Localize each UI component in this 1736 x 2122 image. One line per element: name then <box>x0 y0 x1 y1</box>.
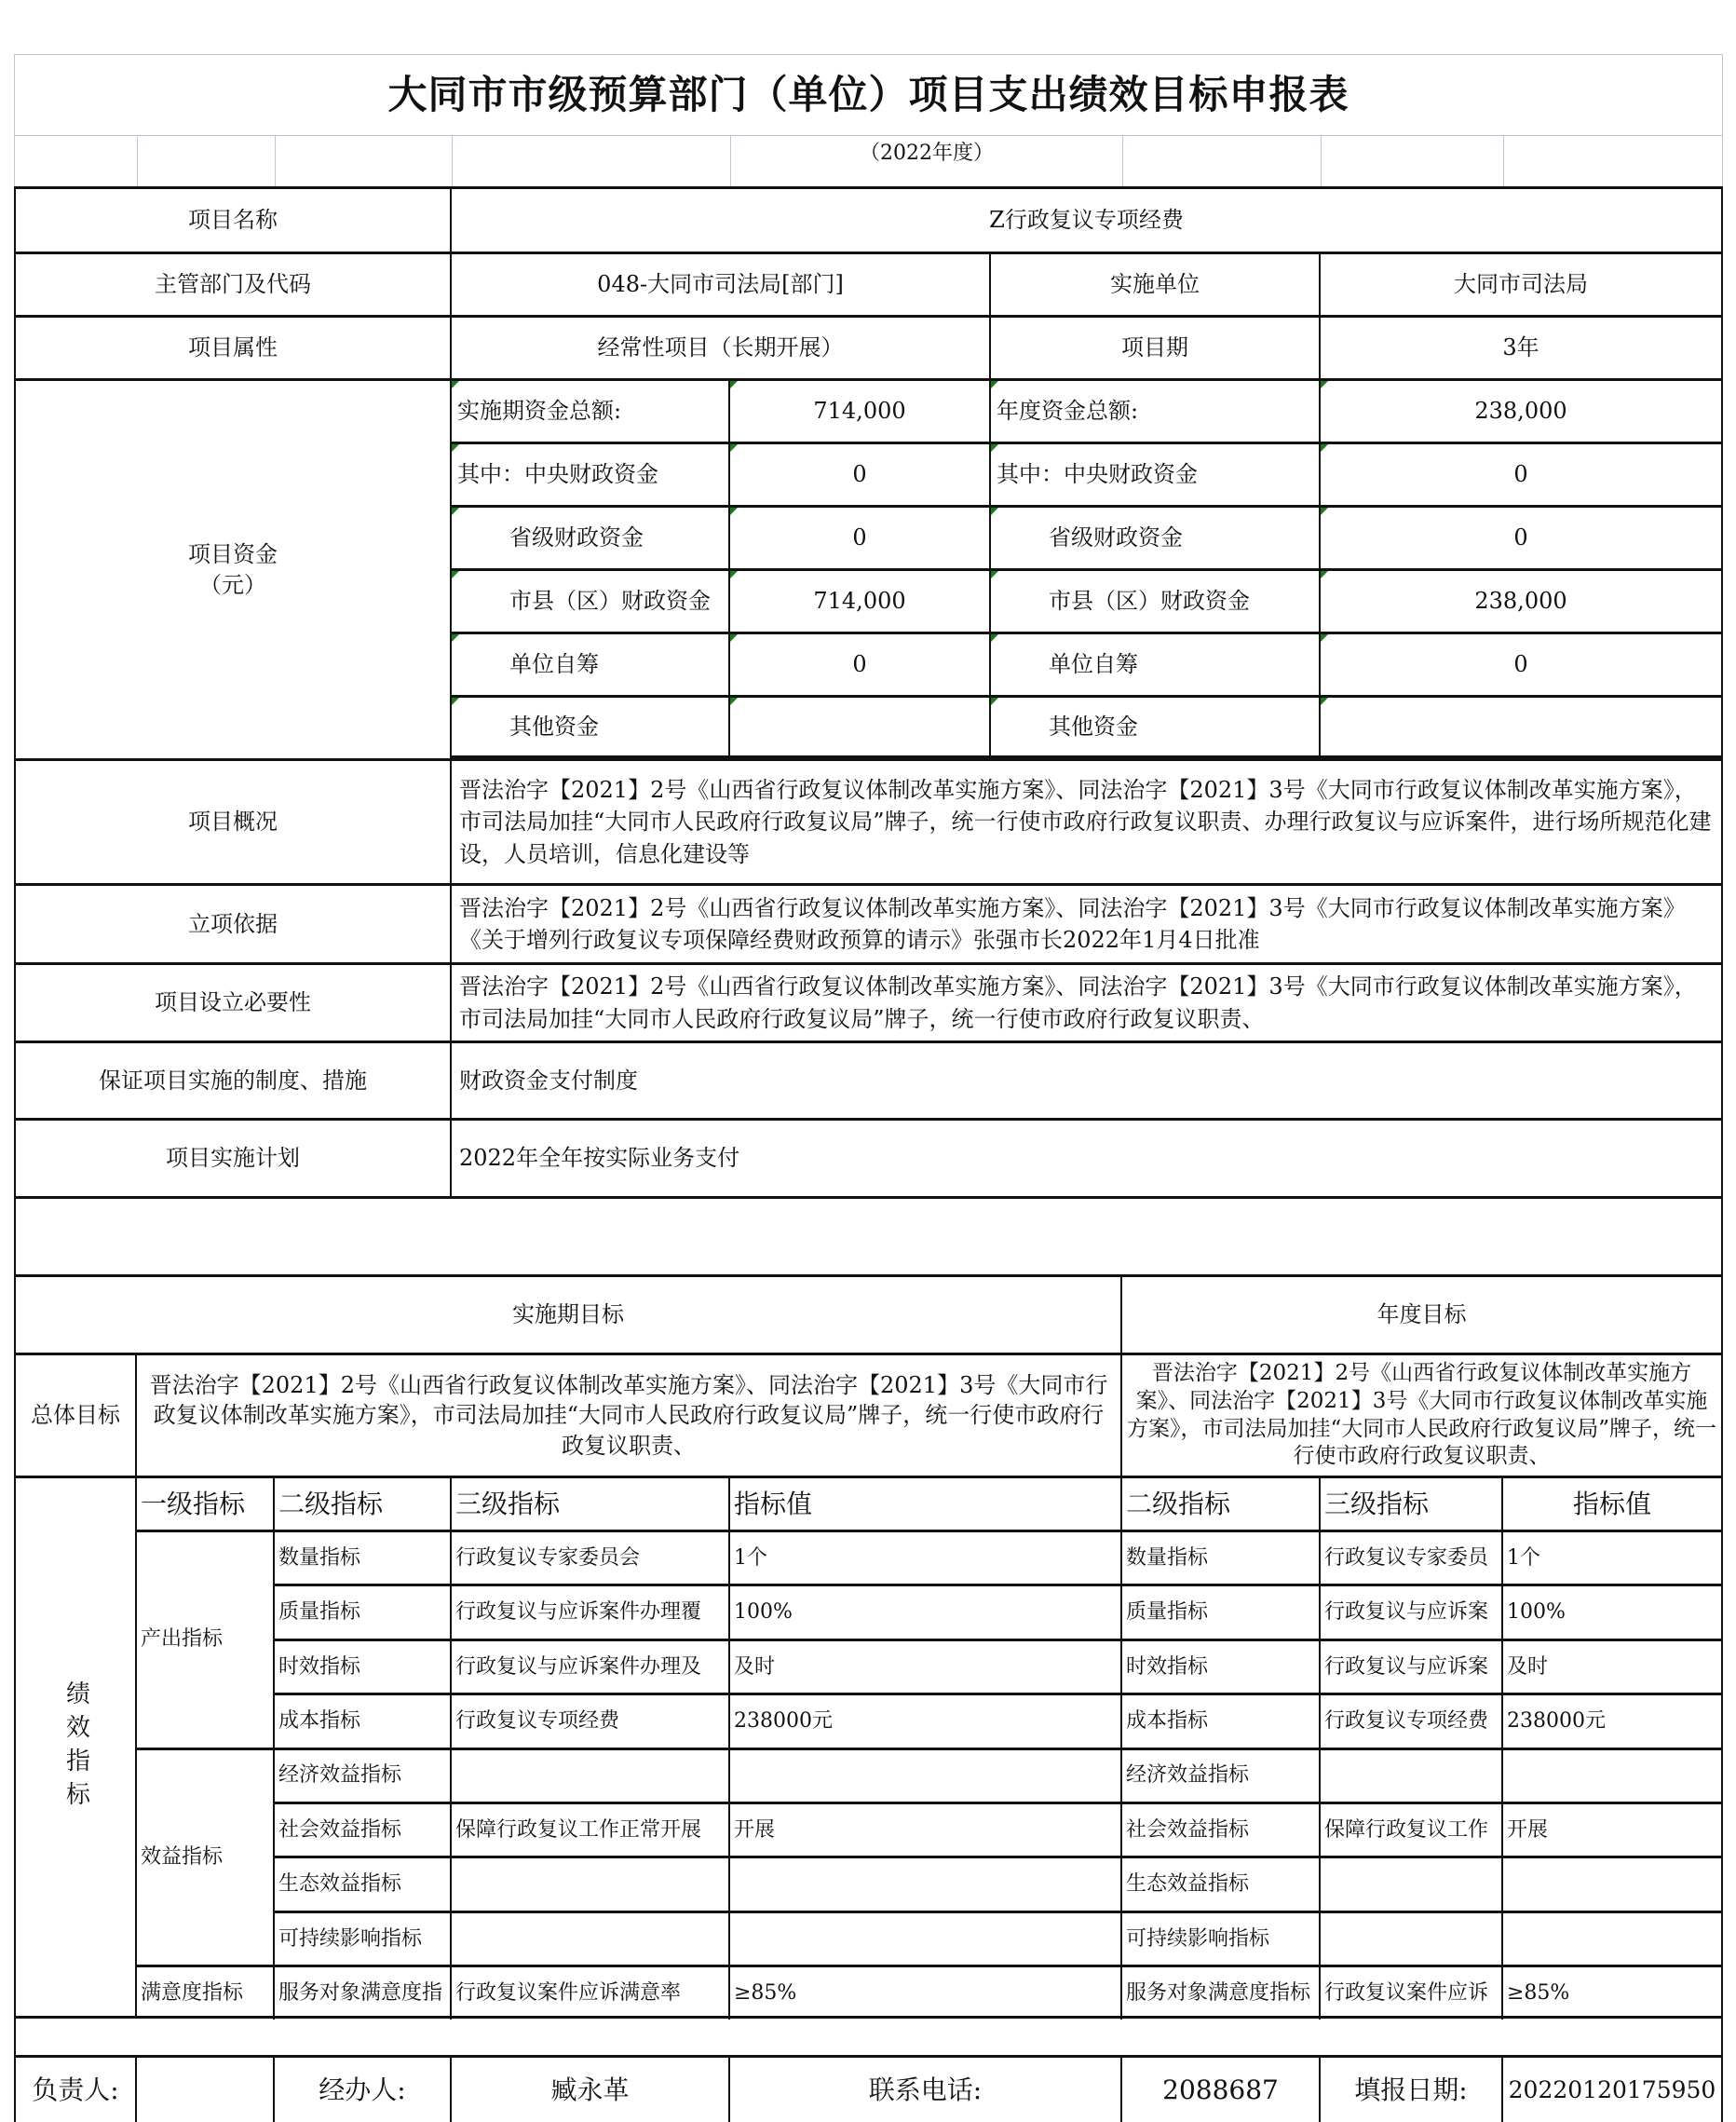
necessity-value: 晋法治字【2021】2号《山西省行政复议体制改革实施方案》、同法治字【2021】3号《大同市行政复议体制改革实施方案》，市司法局加挂“大同市人民政府行政复议局”牌子，统一行使市政府行政复议职责、 <box>452 962 1723 1041</box>
overall-goal-annual-text: 晋法治字【2021】2号《山西省行政复议体制改革实施方案》、同法治字【2021】3号《大同市行政复议体制改革实施方案》，市司法局加挂“大同市人民政府行政复议局”牌子，统一行使市政府行政复议职责、 <box>1122 1353 1723 1476</box>
indicators-section-text: 绩效指标 <box>61 1680 90 1815</box>
grid-cell <box>275 135 452 186</box>
indicator-cell-v <box>730 1748 1122 1802</box>
date-label: 填报日期: <box>1321 2055 1503 2122</box>
unit-label: 实施单位 <box>991 252 1321 315</box>
indicator-cell-v: ≥85% <box>730 1965 1122 2019</box>
indicator-cell-a2: 成本指标 <box>1122 1693 1321 1747</box>
leader-label: 负责人: <box>14 2055 137 2122</box>
fund-right-label: 其中：中央财政资金 <box>991 442 1321 505</box>
indicator-cell-v <box>730 1856 1122 1910</box>
indicator-cell-l3 <box>452 1748 730 1802</box>
grid-cell <box>14 135 137 186</box>
funds-label <box>14 378 452 758</box>
indicator-cell-l3: 保障行政复议工作正常开展 <box>452 1802 730 1856</box>
indicator-cell-a3 <box>1321 1911 1503 1965</box>
fund-right-value: 238,000 <box>1321 568 1723 632</box>
fund-right-value <box>1321 695 1723 758</box>
fund-right-label: 省级财政资金 <box>991 505 1321 568</box>
indicator-cell-av: ≥85% <box>1503 1965 1723 2019</box>
handler-label: 经办人: <box>275 2055 452 2122</box>
plan-value: 2022年全年按实际业务支付 <box>452 1118 1723 1196</box>
indicator-cell-a2: 数量指标 <box>1122 1530 1321 1584</box>
indicator-cell-a3: 行政复议案件应诉 <box>1321 1965 1503 2019</box>
overall-goal-period-text: 晋法治字【2021】2号《山西省行政复议体制改革实施方案》、同法治字【2021】3号《大同市行政复议体制改革实施方案》，市司法局加挂“大同市人民政府行政复议局”牌子，统一行使市政府行政复议职责、 <box>137 1353 1122 1476</box>
indicator-cell-a2: 经济效益指标 <box>1122 1748 1321 1802</box>
indicator-cell-a2: 社会效益指标 <box>1122 1802 1321 1856</box>
indicator-group: 满意度指标 <box>137 1965 275 2019</box>
project-name-value: Z行政复议专项经费 <box>452 186 1723 252</box>
indicator-cell-l2: 成本指标 <box>275 1693 452 1747</box>
overview-value: 晋法治字【2021】2号《山西省行政复议体制改革实施方案》、同法治字【2021】3号《大同市行政复议体制改革实施方案》，市司法局加挂“大同市人民政府行政复议局”牌子，统一行使市政府行政复议职责、办理行政复议与应诉案件，进行场所规范化建设，人员培训，信息化建设等 <box>452 758 1723 883</box>
indicator-cell-av: 开展 <box>1503 1802 1723 1856</box>
indicator-header-level2: 二级指标 <box>275 1476 452 1530</box>
indicator-group: 产出指标 <box>137 1530 275 1748</box>
indicator-cell-a3: 行政复议与应诉案 <box>1321 1584 1503 1638</box>
fund-right-label: 其他资金 <box>991 695 1321 758</box>
indicator-group: 效益指标 <box>137 1748 275 1966</box>
indicator-cell-a3: 行政复议与应诉案 <box>1321 1639 1503 1693</box>
indicator-cell-l3: 行政复议与应诉案件办理及 <box>452 1639 730 1693</box>
indicator-cell-l3: 行政复议专项经费 <box>452 1693 730 1747</box>
spacer-row <box>14 1196 1723 1274</box>
funds-label-line1: 项目资金 <box>188 541 278 568</box>
fund-right-label: 年度资金总额: <box>991 378 1321 442</box>
spacer-row-bottom <box>14 2016 1723 2055</box>
page-title: 大同市市级预算部门（单位）项目支出绩效目标申报表 <box>14 54 1723 135</box>
indicator-cell-v <box>730 1911 1122 1965</box>
indicator-header-value: 指标值 <box>730 1476 1122 1530</box>
indicator-cell-av: 1个 <box>1503 1530 1723 1584</box>
indicator-cell-av: 238000元 <box>1503 1693 1723 1747</box>
grid-cell <box>1122 135 1321 186</box>
basis-label: 立项依据 <box>14 883 452 962</box>
indicator-cell-a2: 服务对象满意度指标 <box>1122 1965 1321 2019</box>
overall-goal-label: 总体目标 <box>14 1353 137 1476</box>
fund-left-value: 0 <box>730 442 991 505</box>
date-value: 20220120175950 <box>1503 2055 1723 2122</box>
indicators-section-label <box>14 1476 137 2016</box>
period-label: 项目期 <box>991 315 1321 378</box>
grid-cell <box>452 135 730 186</box>
indicator-header-a-value: 指标值 <box>1503 1476 1723 1530</box>
indicator-cell-v: 及时 <box>730 1639 1122 1693</box>
necessity-label: 项目设立必要性 <box>14 962 452 1041</box>
indicator-header-level1: 一级指标 <box>137 1476 275 1530</box>
indicator-header-level3: 三级指标 <box>452 1476 730 1530</box>
fund-right-value: 0 <box>1321 632 1723 695</box>
fund-right-value: 0 <box>1321 442 1723 505</box>
indicator-cell-l2: 生态效益指标 <box>275 1856 452 1910</box>
indicator-cell-l2: 数量指标 <box>275 1530 452 1584</box>
unit-value: 大同市司法局 <box>1321 252 1723 315</box>
indicator-cell-a2: 时效指标 <box>1122 1639 1321 1693</box>
annual-goal-header: 年度目标 <box>1122 1274 1723 1353</box>
indicator-cell-l2: 时效指标 <box>275 1639 452 1693</box>
indicator-cell-l3: 行政复议案件应诉满意率 <box>452 1965 730 2019</box>
indicator-cell-l2: 社会效益指标 <box>275 1802 452 1856</box>
grid-cell <box>1503 135 1723 186</box>
indicator-cell-v: 238000元 <box>730 1693 1122 1747</box>
indicator-cell-a3 <box>1321 1856 1503 1910</box>
measures-label: 保证项目实施的制度、措施 <box>14 1041 452 1118</box>
project-name-label: 项目名称 <box>14 186 452 252</box>
fund-right-label: 市县（区）财政资金 <box>991 568 1321 632</box>
indicator-cell-v: 开展 <box>730 1802 1122 1856</box>
grid-cell <box>137 135 275 186</box>
indicator-cell-av <box>1503 1748 1723 1802</box>
indicator-cell-v: 100% <box>730 1584 1122 1638</box>
fund-right-value: 238,000 <box>1321 378 1723 442</box>
fund-right-value: 0 <box>1321 505 1723 568</box>
indicator-header-a-level2: 二级指标 <box>1122 1476 1321 1530</box>
indicator-cell-v: 1个 <box>730 1530 1122 1584</box>
measures-value: 财政资金支付制度 <box>452 1041 1723 1118</box>
fund-right-label: 单位自筹 <box>991 632 1321 695</box>
indicator-cell-l3 <box>452 1911 730 1965</box>
fund-left-label: 单位自筹 <box>452 632 730 695</box>
indicator-cell-a3: 保障行政复议工作 <box>1321 1802 1503 1856</box>
fund-left-value: 714,000 <box>730 378 991 442</box>
attr-value: 经常性项目（长期开展） <box>452 315 991 378</box>
fund-left-label: 其他资金 <box>452 695 730 758</box>
leader-value <box>137 2055 275 2122</box>
year-label: （2022年度） <box>730 135 1122 186</box>
handler-value: 臧永革 <box>452 2055 730 2122</box>
indicator-cell-l3: 行政复议与应诉案件办理覆 <box>452 1584 730 1638</box>
dept-value: 048-大同市司法局[部门] <box>452 252 991 315</box>
fund-left-value: 714,000 <box>730 568 991 632</box>
indicator-cell-l3 <box>452 1856 730 1910</box>
indicator-cell-av: 100% <box>1503 1584 1723 1638</box>
indicator-cell-a3 <box>1321 1748 1503 1802</box>
fund-left-value: 0 <box>730 632 991 695</box>
attr-label: 项目属性 <box>14 315 452 378</box>
fund-left-label: 市县（区）财政资金 <box>452 568 730 632</box>
indicator-cell-av <box>1503 1856 1723 1910</box>
basis-value: 晋法治字【2021】2号《山西省行政复议体制改革实施方案》、同法治字【2021】3号《大同市行政复议体制改革实施方案》 《关于增列行政复议专项保障经费财政预算的请示》张强市长2022年1月4日批准 <box>452 883 1723 962</box>
fund-left-value: 0 <box>730 505 991 568</box>
period-goal-header: 实施期目标 <box>14 1274 1122 1353</box>
indicator-header-a-level3: 三级指标 <box>1321 1476 1503 1530</box>
indicator-cell-l2: 服务对象满意度指 <box>275 1965 452 2019</box>
fund-left-value <box>730 695 991 758</box>
indicator-cell-a2: 生态效益指标 <box>1122 1856 1321 1910</box>
indicator-cell-a2: 可持续影响指标 <box>1122 1911 1321 1965</box>
dept-label: 主管部门及代码 <box>14 252 452 315</box>
indicator-cell-av: 及时 <box>1503 1639 1723 1693</box>
indicator-cell-l2: 经济效益指标 <box>275 1748 452 1802</box>
indicator-cell-av <box>1503 1911 1723 1965</box>
indicator-cell-l2: 可持续影响指标 <box>275 1911 452 1965</box>
fund-left-label: 其中：中央财政资金 <box>452 442 730 505</box>
overview-label: 项目概况 <box>14 758 452 883</box>
funds-label-line2: （元） <box>199 571 266 598</box>
fund-left-label: 省级财政资金 <box>452 505 730 568</box>
plan-label: 项目实施计划 <box>14 1118 452 1196</box>
phone-value: 2088687 <box>1122 2055 1321 2122</box>
indicator-cell-a2: 质量指标 <box>1122 1584 1321 1638</box>
grid-cell <box>1321 135 1503 186</box>
indicator-cell-a3: 行政复议专家委员 <box>1321 1530 1503 1584</box>
fund-left-label: 实施期资金总额: <box>452 378 730 442</box>
phone-label: 联系电话: <box>730 2055 1122 2122</box>
indicator-cell-l3: 行政复议专家委员会 <box>452 1530 730 1584</box>
indicator-cell-l2: 质量指标 <box>275 1584 452 1638</box>
indicator-cell-a3: 行政复议专项经费 <box>1321 1693 1503 1747</box>
period-value: 3年 <box>1321 315 1723 378</box>
